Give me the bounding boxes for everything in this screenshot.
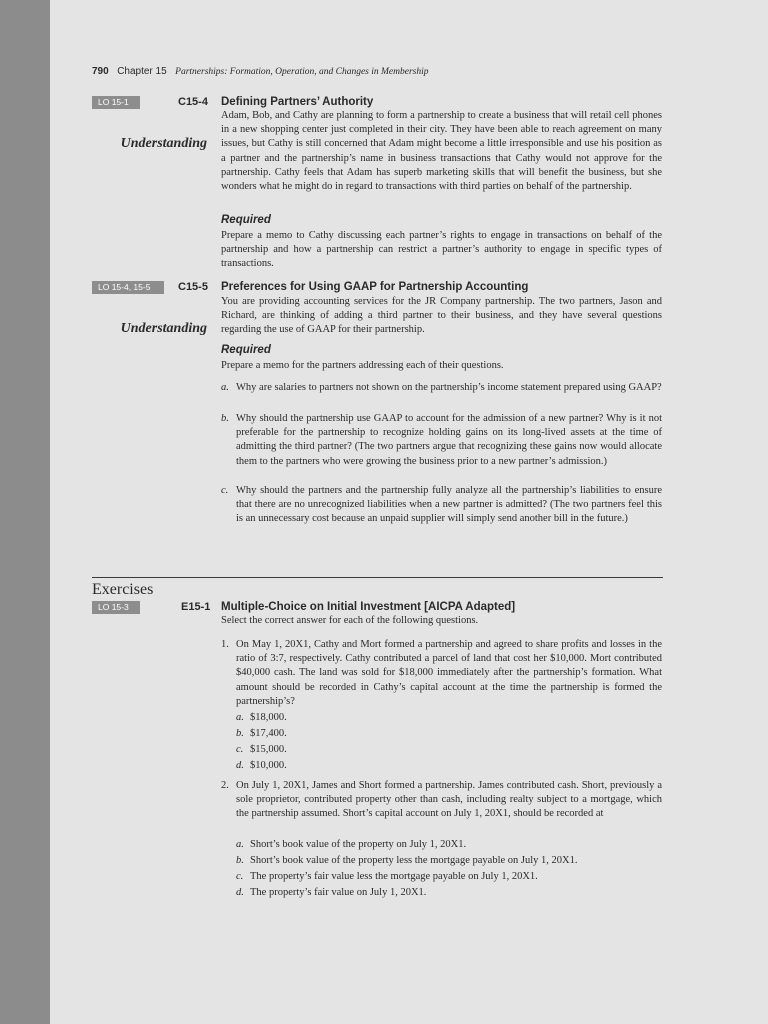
case-title: Defining Partners’ Authority	[221, 96, 374, 108]
answer-option	[236, 854, 577, 868]
option-text: Short’s book value of the property less the mortgage payable on July 1, 20X1.	[250, 855, 578, 866]
case-number: C15-4	[178, 96, 208, 108]
required-heading: Required	[221, 214, 271, 226]
running-header	[92, 66, 429, 77]
question-text: Why should the partners and the partnership fully analyze all the partnership’s liabilities to ensure that there are no unrecognized liabilities when a new partner is admitted? (The two partners feel this is an unnecessary cost because an unpaid supplier will simply send another bill in the future.)	[236, 485, 662, 525]
question-item	[221, 779, 662, 822]
exercise-number: E15-1	[181, 601, 211, 613]
option-marker: c.	[236, 744, 244, 755]
option-text: The property’s fair value on July 1, 20X1.	[250, 887, 427, 898]
answer-option	[236, 838, 466, 852]
question-marker: 1.	[221, 639, 229, 650]
question-marker: 2.	[221, 780, 229, 791]
option-text: The property’s fair value less the mortgage payable on July 1, 20X1.	[250, 871, 538, 882]
option-text: $18,000.	[250, 712, 287, 723]
answer-option	[236, 727, 287, 741]
option-marker: d.	[236, 887, 244, 898]
option-text: $15,000.	[250, 744, 287, 755]
case-body: Adam, Bob, and Cathy are planning to form a partnership to create a business that will retail cell phones in a new shopping center just completed in their city. They have been able to reach agreement on many issues, but Cathy is still concerned that Adam might become a little irresponsible and use his position as a partner and the partnership’s name in business transactions that Cathy would not approve for the partnership. Cathy feels that Adam has superb marketing skills that will benefit the business, but she wonders what he might do in regard to transactions with third parties on behalf of the partnership.	[221, 110, 662, 193]
option-text: Short’s book value of the property on July 1, 20X1.	[250, 839, 467, 850]
option-marker: b.	[236, 728, 244, 739]
option-text: $10,000.	[250, 760, 287, 771]
question-item	[221, 638, 662, 709]
option-marker: b.	[236, 855, 244, 866]
question-text: Why are salaries to partners not shown on the partnership’s income statement prepared using GAAP?	[236, 382, 662, 393]
question-item	[221, 381, 662, 395]
exercise-intro: Select the correct answer for each of the following questions.	[221, 615, 479, 626]
question-text: Why should the partnership use GAAP to account for the admission of a new partner? Why is it not preferable for the partnership to recognize holding gains on its long-lived assets at the time of admitting the third partner? (The two partners argue that recognizing these gains now would allocate them to the partners who were growing the business prior to a new partner’s admission.)	[236, 413, 662, 467]
question-item	[221, 412, 662, 469]
required-text: Prepare a memo to Cathy discussing each partner’s rights to engage in transactions on behalf of the partnership and how a partnership can restrict a partner’s authority to engage in specific types of transactions.	[221, 230, 662, 270]
section-heading: Exercises	[92, 581, 154, 598]
question-marker: c.	[221, 485, 229, 496]
answer-option	[236, 886, 426, 900]
answer-option	[236, 743, 287, 757]
option-marker: a.	[236, 839, 244, 850]
case-title: Preferences for Using GAAP for Partnership Accounting	[221, 281, 529, 293]
required-heading: Required	[221, 344, 271, 356]
required-text: Prepare a memo for the partners addressing each of their questions.	[221, 360, 504, 371]
answer-option	[236, 759, 287, 773]
lo-tag: LO 15-4, 15-5	[92, 281, 164, 294]
page-margin-bar	[0, 0, 50, 1024]
answer-option	[236, 870, 538, 884]
skill-label: Understanding	[120, 321, 207, 336]
chapter-label: Chapter 15	[117, 66, 167, 77]
question-item	[221, 484, 662, 527]
question-text: On May 1, 20X1, Cathy and Mort formed a partnership and agreed to share profits and losses in the ratio of 3:7, respectively. Cathy contributed a parcel of land that cost her $10,000. Mort contributed $40,000 cash. The land was sold for $18,000 immediately after the partnership’s formation. What amount should be recorded in Cathy’s capital account at the time the partnership is formed the partnership’s?	[236, 639, 662, 707]
answer-option	[236, 711, 287, 725]
chapter-title: Partnerships: Formation, Operation, and Changes in Membership	[175, 67, 429, 77]
lo-tag: LO 15-3	[92, 601, 140, 614]
question-marker: b.	[221, 413, 229, 424]
lo-tag: LO 15-1	[92, 96, 140, 109]
option-marker: c.	[236, 871, 244, 882]
option-marker: d.	[236, 760, 244, 771]
case-number: C15-5	[178, 281, 208, 293]
option-text: $17,400.	[250, 728, 287, 739]
skill-label: Understanding	[120, 136, 207, 151]
page-number: 790	[92, 66, 109, 77]
case-body: You are providing accounting services for the JR Company partnership. The two partners, Jason and Richard, are thinking of adding a third partner to their business, and they have several questions regarding the use of GAAP for their partnership.	[221, 296, 662, 336]
question-marker: a.	[221, 382, 229, 393]
question-text: On July 1, 20X1, James and Short formed a partnership. James contributed cash. Short, previously a sole proprietor, contributed property other than cash, including realty subject to a mortgage, which the partnership assumed. Short’s capital account on July 1, 20X1, should be recorded at	[236, 780, 662, 820]
exercise-title: Multiple-Choice on Initial Investment [AICPA Adapted]	[221, 601, 516, 613]
option-marker: a.	[236, 712, 244, 723]
section-divider	[92, 577, 663, 578]
